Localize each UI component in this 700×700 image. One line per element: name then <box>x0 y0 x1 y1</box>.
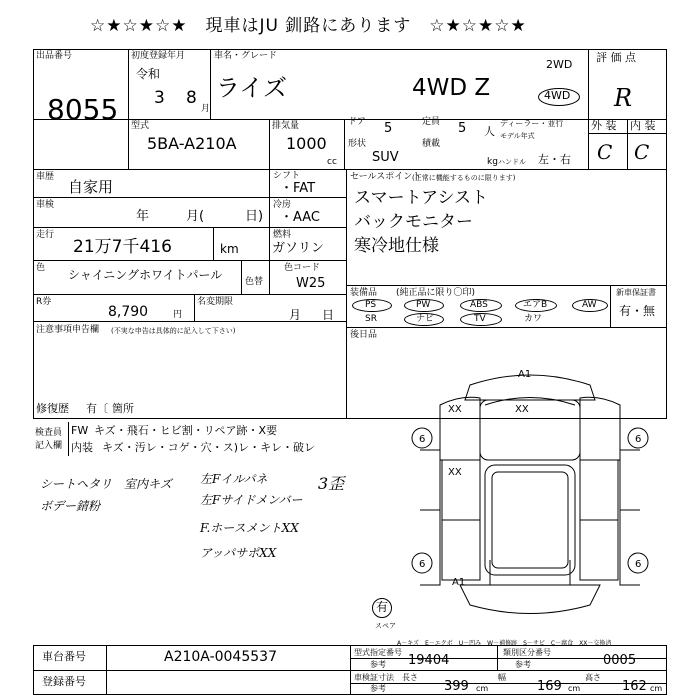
color-value: シャイニングホワイトパール <box>68 268 223 282</box>
shift-label: シフト <box>273 171 301 181</box>
exterior-value: C <box>597 140 613 164</box>
equip-abs: ABS <box>470 300 488 310</box>
interior-cond-prefix: 内装 <box>71 441 93 454</box>
color-code-value: W25 <box>296 276 326 291</box>
mark-top: A1 <box>518 369 532 380</box>
name-change-day: 日 <box>322 308 335 322</box>
capacity-value: 5 <box>458 121 467 136</box>
width-label: 幅 <box>498 673 506 682</box>
mark-wheel-lf: 6 <box>419 434 426 445</box>
length-unit: cm <box>476 684 489 693</box>
equip-leather: カワ <box>524 314 543 324</box>
sales-point-3: 寒冷地仕様 <box>354 236 439 256</box>
history-label: 車歴 <box>36 172 55 182</box>
inspector-label: 検査員 <box>35 428 63 438</box>
first-reg-year: 3 <box>154 88 165 108</box>
notes-label: 注意事項申告欄 <box>36 325 100 335</box>
capacity-label: 定員 <box>422 117 441 127</box>
repair-value: 有〔 <box>86 402 108 415</box>
mark-wheel-rf: 6 <box>635 434 642 445</box>
car-damage-diagram <box>400 360 660 630</box>
color-code-label: 色コード <box>284 263 321 273</box>
damage-legend: A－キズ E－エクボ U－凹み W－補修跡 S－サビ C－腐食 XX－交換済 <box>397 640 612 647</box>
recycle-unit: 円 <box>173 310 183 320</box>
height-value: 162 <box>622 679 647 694</box>
width-unit: cm <box>568 684 581 693</box>
shaken-day: 日) <box>245 209 264 224</box>
chassis-value: A210A-0045537 <box>164 649 277 665</box>
mileage-unit: km <box>220 242 239 256</box>
note-upper-support: アッパサポXX <box>200 546 277 560</box>
shaken-label: 車検 <box>36 200 55 210</box>
class-no-label: 類別区分番号 <box>503 648 551 657</box>
note-left-front-panel: 左Fイルパネ <box>200 472 268 486</box>
car-grade: 4WD Z <box>412 75 491 101</box>
capacity-unit: 人 <box>484 125 495 138</box>
designation-label: 型式指定番号 <box>354 648 402 657</box>
fuel-label: 燃料 <box>273 230 292 240</box>
mileage-label: 走行 <box>36 230 55 240</box>
aircon-value: ・AAC <box>280 210 320 225</box>
length-label: 長さ <box>402 673 418 682</box>
inspector-fw: FW <box>71 424 89 437</box>
handle-label: ハンドル <box>498 158 526 166</box>
first-reg-month-unit: 月 <box>201 104 211 114</box>
note-brace: 3歪 <box>318 474 345 493</box>
new-warranty-value: 有・無 <box>619 304 656 318</box>
inspector-fw-items: キズ・飛石・ヒビ割・リペア跡・X要 <box>94 424 278 437</box>
reg-no-label: 登録番号 <box>42 675 86 688</box>
first-reg-month: 8 <box>186 88 197 108</box>
color-change-label: 色替 <box>245 277 264 287</box>
rating-label: 評 価 点 <box>596 51 636 64</box>
banner: ☆★☆★☆★ 現車はJU 釧路にあります ☆★☆★☆★ <box>90 16 527 36</box>
note-seat-wear: シートヘタリ 室内キズ <box>40 477 172 491</box>
car-name-label: 車名・グレード <box>214 51 278 61</box>
model-year-label: モデル年式 <box>500 132 535 140</box>
spare-label: スペア <box>375 622 396 630</box>
rating-value: R <box>614 84 633 112</box>
displacement-value: 1000 <box>286 134 327 153</box>
interior-label: 内 装 <box>630 119 656 132</box>
equip-pw: PW <box>416 300 431 310</box>
length-value: 399 <box>444 679 469 694</box>
chassis-label: 車台番号 <box>42 650 86 663</box>
rear-seat-label: 後日品 <box>350 330 378 340</box>
sales-point-1: スマートアシスト <box>354 188 488 208</box>
mileage-value: 21万7千416 <box>73 237 172 257</box>
displacement-unit: cc <box>327 157 337 167</box>
note-f-hose: F.ホースメントXX <box>200 521 299 535</box>
doors-value: 5 <box>384 121 393 136</box>
equip-aw: AW <box>582 300 597 310</box>
sales-point-2: バックモニター <box>354 212 473 232</box>
mark-wheel-lr: 6 <box>419 559 426 570</box>
height-unit: cm <box>650 684 663 693</box>
note-body-rust: ボデー錆粉 <box>40 499 101 513</box>
dealer-label: ディーラー・並行 <box>500 119 564 128</box>
class-no-value: 0005 <box>603 653 637 668</box>
equip-ps: PS <box>365 300 377 310</box>
mark-hood: XX <box>515 404 529 415</box>
handle-value: 左・右 <box>538 153 571 166</box>
shift-value: ・FAT <box>280 181 316 196</box>
equipment-hint: (純正品に限り〇印) <box>396 288 476 298</box>
lot-number: 8055 <box>47 93 119 126</box>
mark-left-member: XX <box>448 467 462 478</box>
interior-cond-items: キズ・汚レ・コゲ・穴・ス)レ・キレ・破レ <box>102 441 315 454</box>
notes-hint: (不実な申告は具体的に記入して下さい) <box>111 327 236 335</box>
mark-wheel-rr: 6 <box>635 559 642 570</box>
mark-lf-fender: XX <box>448 404 462 415</box>
aircon-label: 冷房 <box>273 200 292 210</box>
class-no-sub: 参考 <box>515 660 531 669</box>
equip-tv: TV <box>474 314 486 324</box>
shaken-month: 月( <box>186 209 205 224</box>
color-label: 色 <box>36 263 46 273</box>
model-label: 型式 <box>131 121 150 131</box>
lot-label: 出品番号 <box>36 51 73 61</box>
repair-label: 修復歴 <box>36 402 69 415</box>
model-value: 5BA-A210A <box>147 134 237 153</box>
doors-label: ドア <box>348 117 366 127</box>
dims-label: 車検証寸法 <box>354 673 394 682</box>
equipment-label: 装備品 <box>350 288 378 298</box>
drive-4wd: 4WD <box>544 89 571 102</box>
note-left-front-member: 左Fサイドメンバー <box>200 493 303 507</box>
dims-sub: 参考 <box>370 684 386 693</box>
displacement-label: 排気量 <box>272 121 300 131</box>
equip-sr: SR <box>365 314 377 324</box>
new-warranty-label: 新車保証書 <box>616 288 656 297</box>
first-reg-label: 初度登録年月 <box>131 51 186 61</box>
equip-airbag: エアB <box>523 300 548 310</box>
first-reg-era: 令和 <box>136 67 161 81</box>
recycle-label: R券 <box>36 297 52 307</box>
name-change-label: 名変期限 <box>197 297 234 307</box>
designation-value: 19404 <box>408 653 450 668</box>
designation-sub: 参考 <box>370 660 386 669</box>
repair-tail: 箇所 <box>112 402 134 415</box>
exterior-label: 外 装 <box>591 119 617 132</box>
car-name: ライズ <box>216 74 288 102</box>
width-value: 169 <box>537 679 562 694</box>
name-change-month: 月 <box>289 308 302 322</box>
drive-2wd: 2WD <box>546 58 573 71</box>
body-type-label: 形状 <box>348 139 367 149</box>
load-unit: kg <box>487 157 498 167</box>
sales-points-hint: (正常に機能するものに限ります) <box>412 174 516 182</box>
height-label: 高さ <box>585 673 601 682</box>
recycle-value: 8,790 <box>108 304 149 320</box>
load-label: 積載 <box>422 139 441 149</box>
interior-cond-label: 記入欄 <box>35 441 63 451</box>
mark-rear: A1 <box>452 577 466 588</box>
fuel-value: ガソリン <box>272 241 325 256</box>
sales-points-label: セールスポイント <box>350 172 422 182</box>
body-type-value: SUV <box>372 150 399 165</box>
equip-navi: ナビ <box>416 314 435 324</box>
spare-mark: 有 <box>376 600 389 614</box>
interior-value: C <box>634 140 650 164</box>
shaken-year: 年 <box>136 209 150 224</box>
history-value: 自家用 <box>68 178 114 196</box>
